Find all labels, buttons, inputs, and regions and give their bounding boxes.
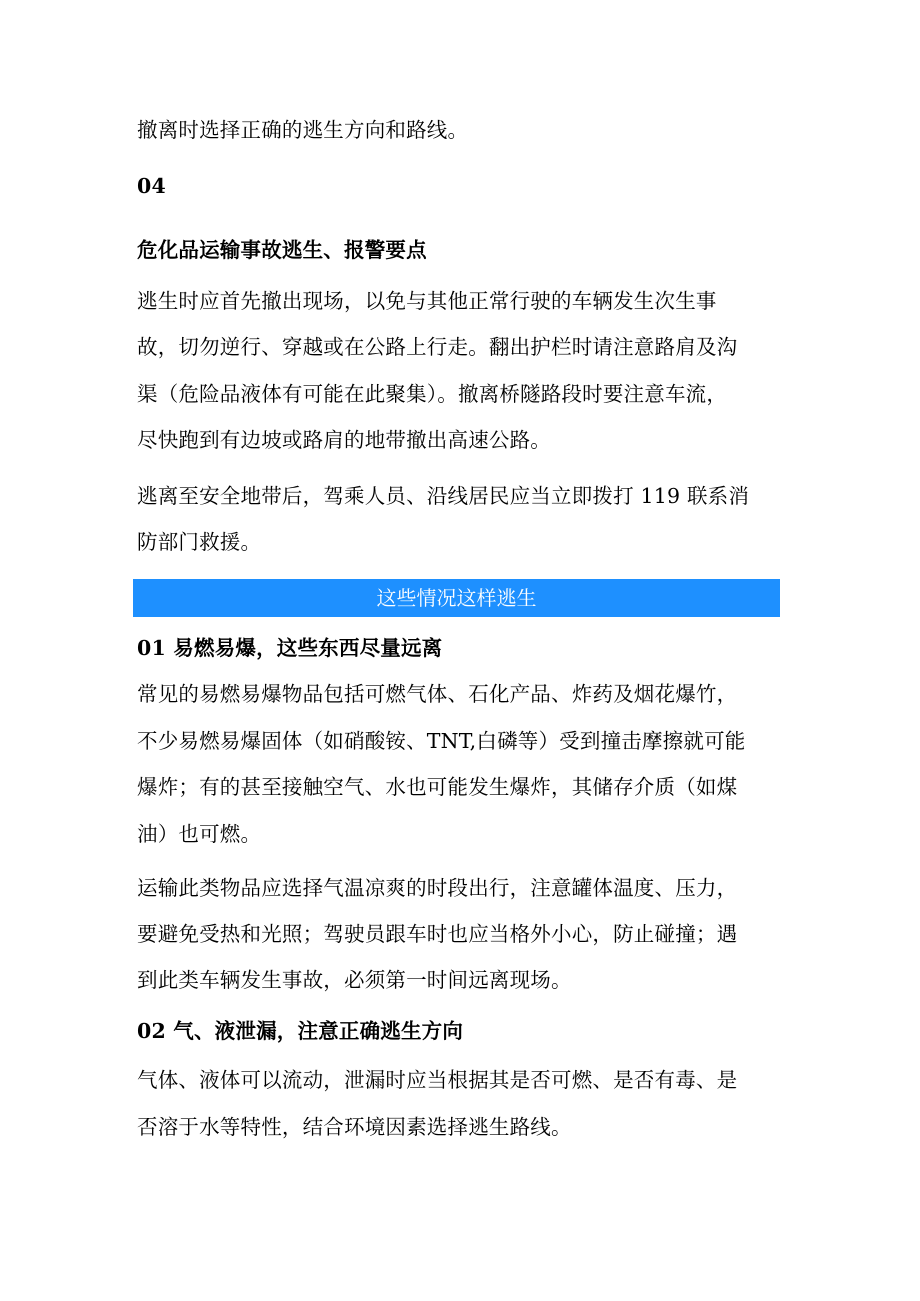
section-banner: 这些情况这样逃生 bbox=[133, 579, 780, 617]
paragraph-line: 不少易燃易爆固体（如硝酸铵、TNT,白磷等）受到撞击摩擦就可能 bbox=[137, 729, 746, 753]
intro-line: 撤离时选择正确的逃生方向和路线。 bbox=[137, 118, 469, 142]
paragraph-line: 逃生时应首先撤出现场，以免与其他正常行驶的车辆发生次生事 bbox=[137, 289, 717, 313]
paragraph-line: 常见的易燃易爆物品包括可燃气体、石化产品、炸药及烟花爆竹， bbox=[137, 682, 738, 706]
paragraph-line: 运输此类物品应选择气温凉爽的时段出行，注意罐体温度、压力， bbox=[137, 876, 738, 900]
paragraph-line: 油）也可燃。 bbox=[137, 822, 262, 846]
subsection-title-1: 01 易燃易爆，这些东西尽量远离 bbox=[137, 636, 443, 660]
paragraph-line: 逃离至安全地带后，驾乘人员、沿线居民应当立即拨打 119 联系消 bbox=[137, 484, 750, 508]
paragraph-line: 防部门救援。 bbox=[137, 530, 262, 554]
paragraph-line: 到此类车辆发生事故，必须第一时间远离现场。 bbox=[137, 968, 572, 992]
paragraph-line: 尽快跑到有边坡或路肩的地带撤出高速公路。 bbox=[137, 428, 551, 452]
section-heading: 危化品运输事故逃生、报警要点 bbox=[137, 238, 427, 262]
paragraph-line: 故，切勿逆行、穿越或在公路上行走。翻出护栏时请注意路肩及沟 bbox=[137, 335, 738, 359]
paragraph-line: 爆炸；有的甚至接触空气、水也可能发生爆炸，其储存介质（如煤 bbox=[137, 775, 738, 799]
paragraph-line: 气体、液体可以流动，泄漏时应当根据其是否可燃、是否有毒、是 bbox=[137, 1068, 738, 1092]
paragraph-line: 渠（危险品液体有可能在此聚集）。撤离桥隧路段时要注意车流， bbox=[137, 382, 728, 406]
paragraph-line: 要避免受热和光照；驾驶员跟车时也应当格外小心，防止碰撞；遇 bbox=[137, 922, 738, 946]
subsection-title-2: 02 气、液泄漏，注意正确逃生方向 bbox=[137, 1019, 464, 1043]
paragraph-line: 否溶于水等特性，结合环境因素选择逃生路线。 bbox=[137, 1115, 572, 1139]
section-number: 04 bbox=[137, 174, 166, 198]
